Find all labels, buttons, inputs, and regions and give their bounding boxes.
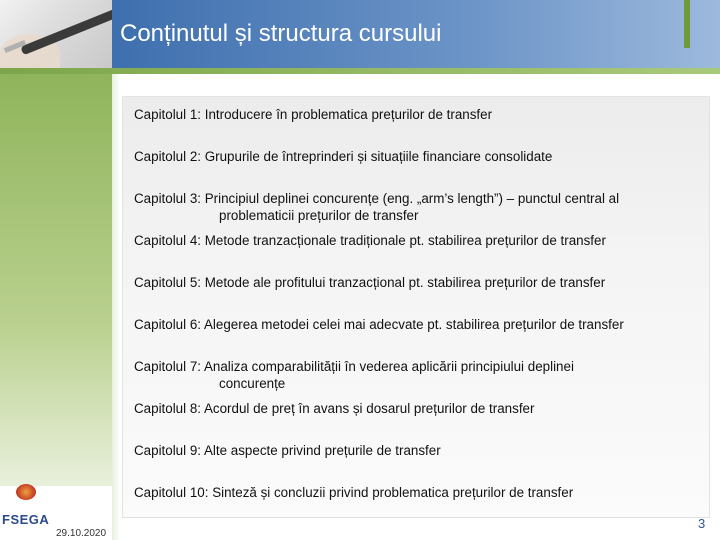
chapter-text-continuation: problematicii prețurilor de transfer [219, 208, 419, 223]
chapter-text: Introducere în problematica prețurilor de transfer [204, 107, 493, 122]
chapter-text: Metode tranzacționale tradiționale pt. stabilirea prețurilor de transfer [204, 233, 606, 248]
pen-icon [20, 6, 112, 56]
logo-text: FSEGA [2, 512, 50, 527]
left-decorative-column [0, 74, 112, 486]
chapter-text: Principiul deplinei concurențe (eng. „arm’s length”) – punctul central al [204, 191, 620, 206]
chapter-item-3 [134, 190, 619, 224]
chapter-label: Capitolul 6: [134, 317, 201, 332]
slide-date: 29.10.2020 [56, 528, 107, 539]
chapter-text: Metode ale profitului tranzacțional pt. stabilirea prețurilor de transfer [204, 275, 606, 290]
logo-emblem-icon [16, 484, 36, 500]
chapter-text: Sinteză și concluzii privind problematica prețurilor de transfer [212, 485, 574, 500]
chapter-item-2 [134, 148, 552, 165]
fsega-logo [2, 484, 48, 536]
chapter-text: Analiza comparabilității în vederea aplicării principiului deplinei [203, 359, 574, 374]
chapter-label: Capitolul 1: [134, 107, 201, 122]
chapter-text: Acordul de preț în avans și dosarul prețurilor de transfer [203, 401, 535, 416]
page-number: 3 [698, 516, 706, 531]
chapter-item-5 [134, 274, 605, 291]
header-photo [0, 0, 112, 68]
chapter-item-7 [134, 358, 574, 392]
chapter-label: Capitolul 9: [134, 443, 201, 458]
chapter-text: Grupurile de întreprinderi și situațiile financiare consolidate [204, 149, 553, 164]
chapter-item-8 [134, 400, 534, 417]
chapter-label: Capitolul 4: [134, 233, 201, 248]
chapter-label: Capitolul 3: [134, 191, 201, 206]
chapter-label: Capitolul 7: [134, 359, 201, 374]
chapter-label: Capitolul 10: [134, 485, 209, 500]
slide-header [0, 0, 720, 68]
chapter-text-continuation: concurențe [219, 376, 286, 391]
chapter-label: Capitolul 8: [134, 401, 201, 416]
chapter-label: Capitolul 5: [134, 275, 201, 290]
slide-title: Conținutul și structura cursului [120, 20, 442, 47]
chapter-item-10 [134, 484, 573, 501]
chapter-text: Alte aspecte privind prețurile de transfer [203, 443, 441, 458]
chapter-label: Capitolul 2: [134, 149, 201, 164]
chapter-text: Alegerea metodei celei mai adecvate pt. stabilirea prețurilor de transfer [203, 317, 624, 332]
left-fade [112, 74, 120, 540]
chapter-item-9 [134, 442, 441, 459]
accent-bar [684, 0, 690, 48]
chapter-item-1 [134, 106, 492, 123]
chapter-item-4 [134, 232, 606, 249]
chapter-item-6 [134, 316, 624, 333]
